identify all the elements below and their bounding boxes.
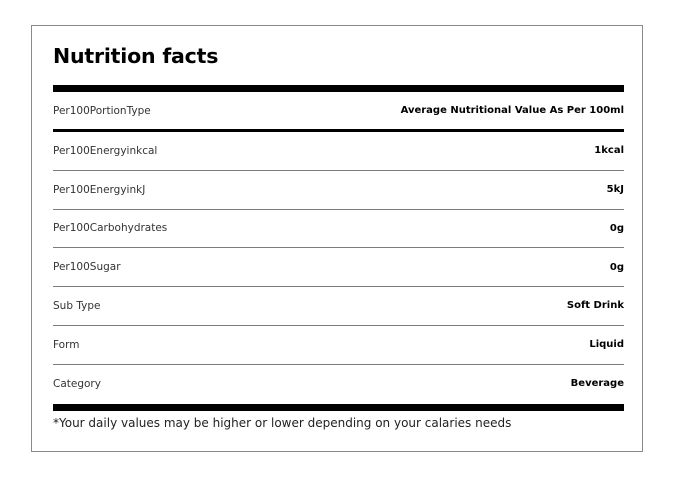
row-label: Per100Carbohydrates — [53, 222, 168, 235]
bottom-divider — [53, 404, 624, 411]
row-value: Liquid — [589, 339, 624, 351]
nutrition-row — [53, 365, 624, 404]
nutrition-row — [53, 326, 624, 365]
nutrition-facts-title: Nutrition facts — [53, 44, 219, 68]
row-value: 0g — [609, 261, 624, 273]
row-label: Category — [53, 377, 101, 390]
row-value: Beverage — [570, 378, 624, 390]
nutrition-facts-panel — [31, 25, 643, 452]
nutrition-table — [53, 92, 624, 403]
top-divider — [53, 85, 624, 92]
daily-values-footnote: *Your daily values may be higher or lower depending on your calaries needs — [53, 416, 512, 430]
nutrition-row — [53, 132, 624, 171]
row-label: Per100EnergyinkJ — [53, 183, 146, 196]
row-label: Per100Sugar — [53, 261, 121, 274]
row-value: Average Nutritional Value As Per 100ml — [400, 105, 624, 116]
nutrition-row — [53, 92, 624, 132]
nutrition-row — [53, 287, 624, 326]
row-value: Soft Drink — [566, 300, 624, 312]
row-value: 1kcal — [594, 145, 624, 157]
nutrition-row — [53, 171, 624, 210]
row-value: 5kJ — [606, 184, 624, 196]
nutrition-row — [53, 248, 624, 287]
row-label: Per100Energyinkcal — [53, 144, 158, 157]
nutrition-row — [53, 210, 624, 249]
row-label: Per100PortionType — [53, 104, 151, 117]
row-label: Sub Type — [53, 299, 101, 312]
row-value: 0g — [609, 222, 624, 234]
row-label: Form — [53, 338, 80, 351]
